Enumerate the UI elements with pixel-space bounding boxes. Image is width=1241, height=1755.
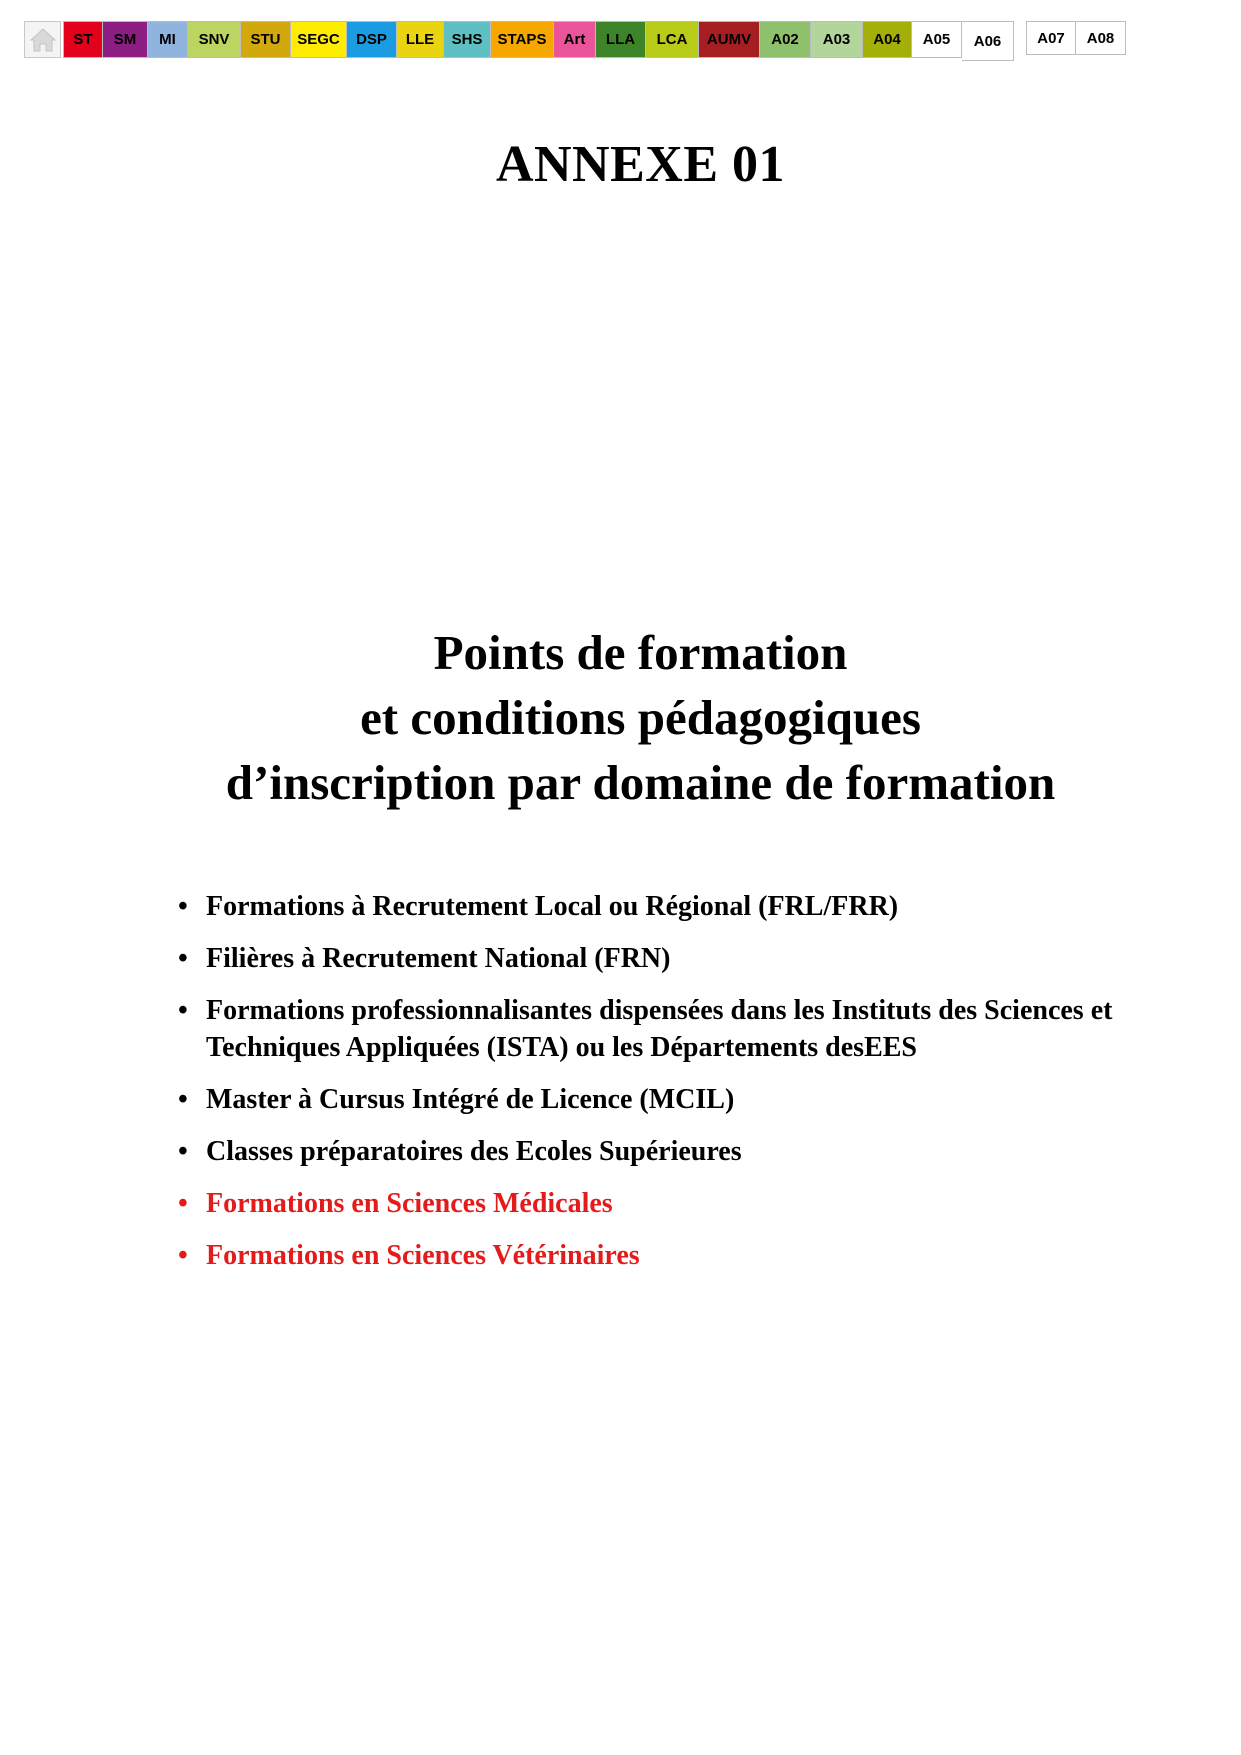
- tab-dsp[interactable]: DSP: [347, 21, 397, 58]
- tab-st[interactable]: ST: [63, 21, 103, 58]
- tab-a06[interactable]: A06: [962, 21, 1014, 61]
- tab-segc[interactable]: SEGC: [291, 21, 347, 58]
- tab-art[interactable]: Art: [554, 21, 596, 58]
- tab-a03[interactable]: A03: [811, 21, 863, 58]
- list-item: • Classes préparatoires des Ecoles Supérieures: [178, 1133, 1188, 1170]
- list-item: • Filières à Recrutement National (FRN): [178, 940, 1188, 977]
- home-button[interactable]: [24, 21, 61, 58]
- domain-tabs: [63, 21, 1014, 61]
- tab-a05[interactable]: A05: [912, 21, 962, 58]
- list-item: • Formations en Sciences Vétérinaires: [178, 1237, 1188, 1274]
- formation-list: [178, 888, 1188, 1289]
- list-item: • Master à Cursus Intégré de Licence (MCIL): [178, 1081, 1188, 1118]
- tab-mi[interactable]: MI: [148, 21, 188, 58]
- subtitle-line-1: Points de formation: [433, 625, 848, 680]
- tab-sm[interactable]: SM: [103, 21, 148, 58]
- home-icon: [29, 27, 57, 53]
- tab-shs[interactable]: SHS: [444, 21, 491, 58]
- annex-tabs: [1026, 21, 1126, 55]
- subtitle-line-3: d’inscription par domaine de formation: [225, 755, 1056, 810]
- tab-lla[interactable]: LLA: [596, 21, 646, 58]
- subtitle-line-2: et conditions pédagogiques: [360, 690, 921, 745]
- tab-a04[interactable]: A04: [863, 21, 912, 58]
- document-subtitle: [0, 620, 1241, 815]
- list-item: • Formations professionnalisantes dispensées dans les Instituts des Sciences et Techniques Appliquées (ISTA) ou les Départements desEES: [178, 992, 1188, 1066]
- list-item: • Formations en Sciences Médicales: [178, 1185, 1188, 1222]
- list-item: • Formations à Recrutement Local ou Régional (FRL/FRR): [178, 888, 1188, 925]
- tab-lle[interactable]: LLE: [397, 21, 444, 58]
- tab-stu[interactable]: STU: [241, 21, 291, 58]
- tab-aumv[interactable]: AUMV: [699, 21, 760, 58]
- tab-staps[interactable]: STAPS: [491, 21, 554, 58]
- annexe-title: ANNEXE 01: [495, 136, 786, 193]
- tab-a02[interactable]: A02: [760, 21, 811, 58]
- domain-nav-bar: [24, 21, 1126, 61]
- tab-snv[interactable]: SNV: [188, 21, 241, 58]
- tab-a07[interactable]: A07: [1026, 21, 1076, 55]
- tab-lca[interactable]: LCA: [646, 21, 699, 58]
- tab-a08[interactable]: A08: [1076, 21, 1126, 55]
